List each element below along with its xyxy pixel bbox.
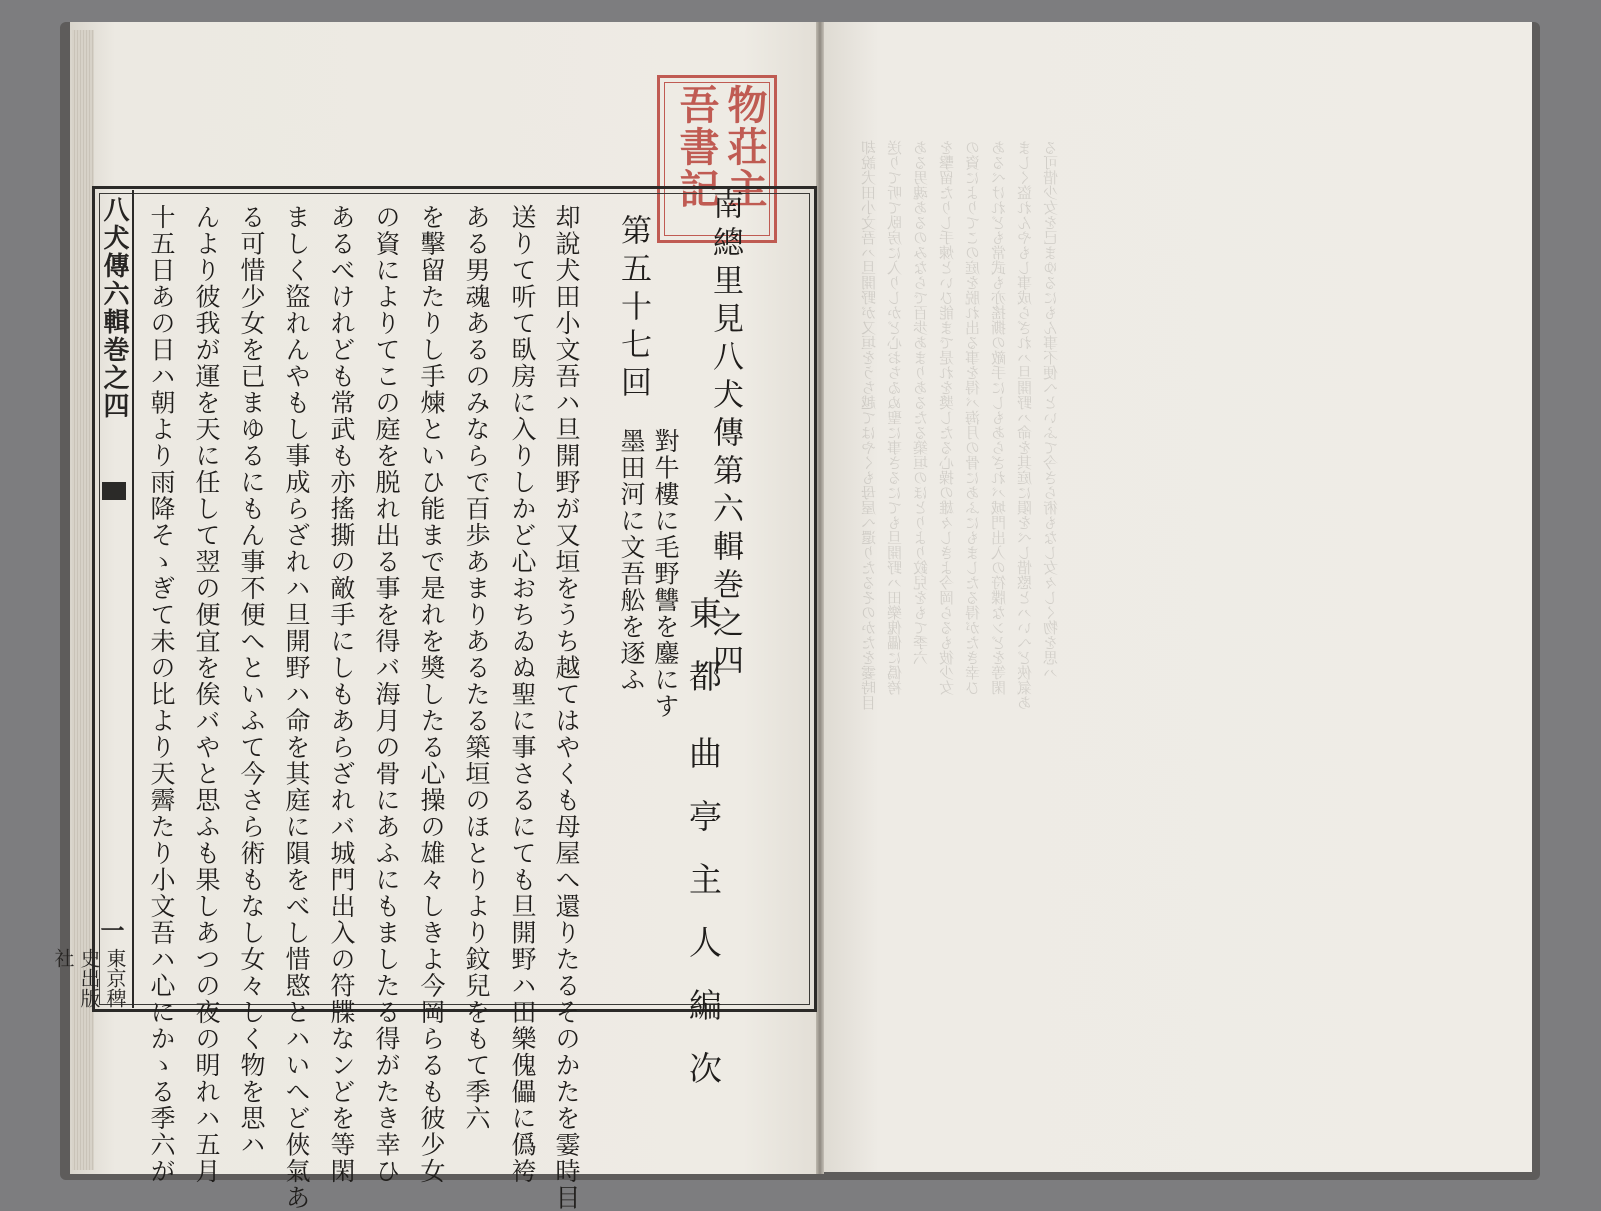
author-place: 東都 bbox=[684, 596, 723, 722]
body-column-6: あるべけれども常武も亦搖撕の敵手にしもあらざれバ城門出入の符牒なンどを等閑 bbox=[327, 204, 356, 1185]
chapter-subtitle-2: 墨田河に文吾舩を逐ふ bbox=[617, 428, 646, 693]
show-through-text bbox=[850, 140, 1070, 960]
body-column-9: んより彼我が運を天に任して翌の便宜を俟バやと思ふも果しあつの夜の明れハ五月 bbox=[192, 204, 221, 1185]
body-column-4: を擊留たりし手煉といひ能まで是れを奬したる心操の雄々しきよ今岡らるも彼少女 bbox=[417, 204, 446, 1185]
body-column-5: の資によりてこの庭を脱れ出る事を得バ海月の骨にあふにもましたる得がたき幸ひ bbox=[372, 204, 401, 1185]
hashira-margin bbox=[51, 190, 134, 1008]
show-through-column: 送りて听て臥房に入りしかど心おちゐぬ聖に事さるにても旦開野ハ田樂傀儡に僞袴 bbox=[886, 140, 904, 695]
author-name: 曲亭主人編次 bbox=[684, 736, 723, 1114]
show-through-column: あるべけれども常武も亦搖撕の敵手にしもあらざれバ城門出入の符牒なンどを等閑 bbox=[990, 140, 1008, 695]
body-column-3: ある男魂あるのみならで百歩あまりあるたる築垣のほとりより鈫兒をもて季六 bbox=[462, 204, 491, 1132]
book-gutter bbox=[816, 22, 824, 1174]
show-through-column: ましく盜れんやもし事成らざれハ旦開野ハ命を其庭に隕をべし惜愍とハいへど俠氣あ bbox=[1016, 140, 1034, 710]
show-through-column: ある男魂あるのみならで百歩あまりあるたる築垣のほとりより鈫兒をもて季六 bbox=[912, 140, 930, 665]
chapter-number: 第五十七回 bbox=[615, 214, 651, 404]
body-column-10: 十五日あの日ハ朝より雨降そゝぎて未の比より天霽たり小文吾ハ心にかゝる季六が bbox=[147, 204, 176, 1185]
body-column-2: 送りて听て臥房に入りしかど心おちゐぬ聖に事さるにても旦開野ハ田樂傀儡に僞袴 bbox=[508, 204, 537, 1185]
hashira-fish-tail-mark bbox=[102, 482, 126, 500]
show-through-column: を擊留たりし手煉といひ能まで是れを奬したる心操の雄々しきよ今岡らるも彼少女 bbox=[938, 140, 956, 695]
hashira-publisher: 東京稗史出版社 bbox=[51, 948, 127, 1008]
show-through-column: る可惜少女を已まゆるにもん事不便へといふて今さら術もなし女々しく物を思ハ bbox=[1042, 140, 1060, 680]
book-title: 南總里見八犬傳第六輯巻之四 bbox=[707, 188, 743, 682]
show-through-column: の資によりてこの庭を脱れ出る事を得バ海月の骨にあふにもましたる得がたき幸ひ bbox=[964, 140, 982, 695]
hashira-title: 八犬傳六輯巻之四 bbox=[99, 196, 129, 420]
seal-text: 物荘主吾書記 bbox=[673, 84, 768, 210]
body-column-1: 却說犬田小文吾ハ旦開野が又垣をうち越てはやくも母屋へ還りたるそのかたを霎時目 bbox=[552, 204, 581, 1211]
body-column-7: ましく盜れんやもし事成らざれハ旦開野ハ命を其庭に隕をべし惜愍とハいへど俠氣あ bbox=[282, 204, 311, 1211]
hashira-folio: 一 bbox=[96, 918, 125, 942]
show-through-column: 却說犬田小文吾ハ旦開野が又垣をうち越てはやくも母屋へ還りたるそのかたを霎時目 bbox=[860, 140, 878, 710]
chapter-subtitle-1: 對牛樓に毛野讐を鏖にす bbox=[651, 428, 680, 720]
body-column-8: る可惜少女を已まゆるにもん事不便へといふて今さら術もなし女々しく物を思ハ bbox=[237, 204, 266, 1158]
